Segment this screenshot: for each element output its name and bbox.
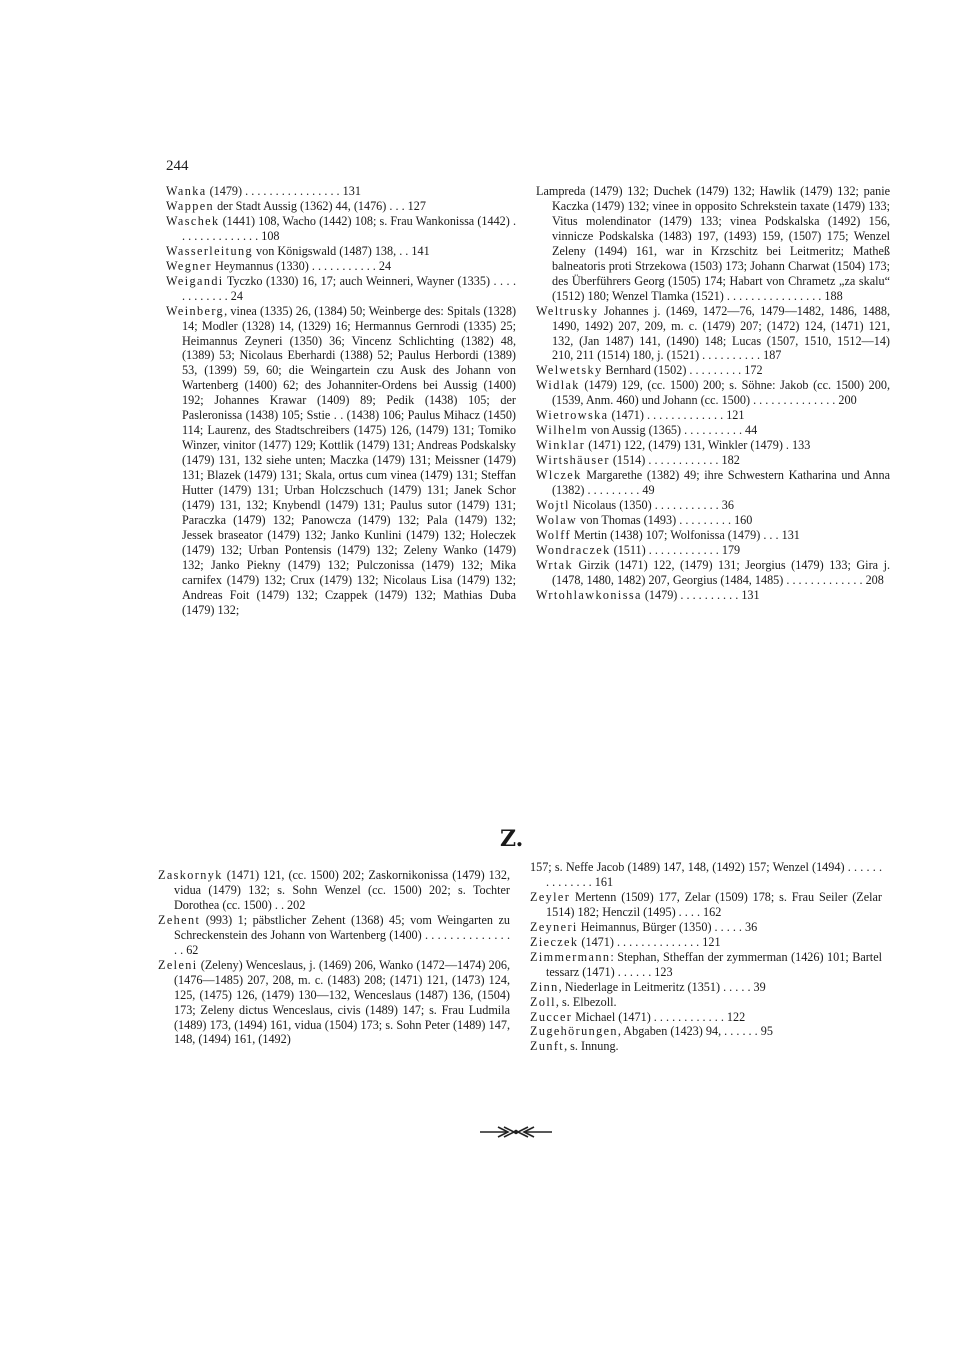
index-keyword: Wojtl: [536, 498, 570, 513]
index-entry: [530, 980, 882, 995]
index-entry-text: (1471) . . . . . . . . . . . . . 121: [608, 408, 745, 423]
index-keyword: Waschek: [166, 213, 220, 228]
index-entry-text: (1514) . . . . . . . . . . . . 182: [609, 453, 740, 468]
index-entry-text: (1479) . . . . . . . . . . . . . . . . 131: [206, 184, 361, 198]
index-entry: [530, 860, 882, 890]
index-entry: [536, 468, 890, 498]
index-keyword: Zugehörungen: [530, 1024, 618, 1039]
index-entry: [536, 453, 890, 468]
index-keyword: Welwetsky: [536, 363, 603, 378]
index-entry-text: von Thomas (1493) . . . . . . . . . 160: [577, 512, 753, 527]
index-keyword: Wilhelm: [536, 423, 588, 438]
index-entry: [530, 890, 882, 920]
index-entry-text: (1471) 122, (1479) 131, Winkler (1479) . 133: [585, 438, 811, 453]
index-entry-text: (1511) . . . . . . . . . . . . 179: [610, 542, 741, 557]
index-entry: [530, 1010, 882, 1025]
index-entry: [536, 378, 890, 408]
index-keyword: Wolff: [536, 527, 571, 542]
index-entry: [536, 423, 890, 438]
index-entry-text: (1471) . . . . . . . . . . . . . . 121: [578, 934, 721, 949]
index-keyword: Zoll: [530, 994, 556, 1009]
index-keyword: Zunft: [530, 1039, 565, 1054]
index-keyword: Weinberg: [166, 303, 225, 318]
index-entry: [166, 304, 516, 618]
index-keyword: Zeyler: [530, 889, 571, 904]
left-column-top: [166, 184, 516, 618]
index-entry-text: Lampreda (1479) 132; Duchek (1479) 132; Hawlik (1479) 132; panie Kaczka (1479) 132; vinee in opposito Schrekstein taxate (1479) 133; Vitus molendinator (1479) 133; vinea Podskalska (1492) 156, vinnicze Podskalska (1483) 197, (1493) 159, (1507) 175; Wenzel Zeleny (1494) 161, war in Krzschitz bei Leitmeritz; Matheß balneatoris proti Strzekowa (1503) 173; Johann Charwat (1504) 173; des Überführers Georg (1505) 174; Habart von Chrametz „za skalu“ (1512) 180; Wenzel Tlamka (1521) . . . . . . . . . . . . . . . . 188: [536, 184, 890, 303]
index-keyword: Wondraczek: [536, 542, 611, 557]
index-entry-text: der Stadt Aussig (1362) 44, (1476) . . . 127: [214, 198, 426, 213]
index-entry-text: (1479) . . . . . . . . . . 131: [641, 587, 760, 602]
index-keyword: Zimmermann: [530, 949, 611, 964]
index-entry: [166, 184, 516, 199]
section-letter-z: Z.: [500, 826, 524, 852]
right-column-bottom: [530, 860, 882, 1054]
index-entry-text: , vinea (1335) 26, (1384) 50; Weinberge des: Spitals (1328) 14; Modler (1328) 14, (1329) 16; Hermannus Gernrodi (1335) 25; Heimannus Zeyneri (1350) 36; Vincenz Schlichting (1382) 48, (1389) 53; Nicolaus Eberhardi (1388) 52; Paulus Herbordi (1389) 53, (1399) 59, 60; die Weingartein czu Ausk des Johann von Wartenberg (1400) 62; des Johanniter-Ordens bei Aussig (1400) 192; Johannes Krawar (1409) 89; Pedik (1438) 105; der Pasleronissa (1438) 105; Sstie . . (1438) 106; Paulus Mihacz (1450) 114; Laurenz, des Stadtschreibers (1475) 126, (1479) 131; Tomiko Winzer, vinitor (1477) 129; Kottlik (1479) 131; Andreas Podskalsky (1479) 131, 132 siehe unten; Maczka (1479) 131; Meissner (1479) 131; Blazek (1479) 131; Skala, ortus cum vinea (1479) 131; Steffan Hutter (1479) 131; Urban Holczschuch (1479) 131; Janek Schor (1479) 131, 132; Knybendl (1479) 131; Paulus sutor (1479) 131; Paraczka (1479) 132; Panowcza (1479) 132; Pala (1479) 132; Jessek braseator (1479) 132; Janko Kunlini (1479) 132; Holeczek (1479) 132; Urban Pontensis (1479) 132; Zeleny Wanko (1479) 132; Janko Piekny (1479) 132; Pulczonissa (1479) 132; Mika carnifex (1479) 132; Crux (1479) 132; Nicolaus Lisa (1479) 132; Andreas Foit (1479) 132; Czappek (1479) 132; Mathias Duba (1479) 132;: [182, 303, 516, 617]
index-entry-text: Mertin (1438) 107; Wolfonissa (1479) . . . 131: [570, 527, 800, 542]
index-entry: [536, 543, 890, 558]
index-entry-text: Mertenn (1509) 177, Zelar (1509) 178; s. Frau Seiler (Zelar 1514) 182; Henczil (1495) . . . . 162: [546, 889, 882, 919]
index-entry: [166, 274, 516, 304]
index-keyword: Weigandi: [166, 273, 224, 288]
index-entry-text: Michael (1471) . . . . . . . . . . . . 122: [572, 1009, 746, 1024]
index-entry-text: Nicolaus (1350) . . . . . . . . . . . 36: [569, 498, 734, 513]
index-entry-text: Heymannus (1330) . . . . . . . . . . . 24: [212, 258, 392, 273]
index-entry-text: (1471) 121, (cc. 1500) 202; Zaskornikonissa (1479) 132, vidua (1479) 132; s. Sohn Wenzel (cc. 1500) 202; s. Tochter Dorothea (cc. 1500) . . 202: [174, 868, 510, 912]
index-keyword: Zehent: [158, 912, 201, 927]
index-entry-text: , Niederlage in Leitmeritz (1351) . . . . . 39: [558, 979, 766, 994]
index-entry: [166, 259, 516, 274]
index-keyword: Widlak: [536, 378, 580, 393]
index-entry-text: (Zeleny) Wenceslaus, j. (1469) 206, Wanko (1472—1474) 206, (1476—1485) 207, 208, m. c. (1483) 208; (1471) 121, (1473) 124, 125, (1475) 126, (1479) 130—132, Wenceslaus (1487) 136, (1504) 173; Zeleny dictus Wenceslaus, civis (1489) 147; s. Frau Ludmila (1489) 173, (1494) 161, vidua (1504) 173; s. Sohn Peter (1489) 147, 148, (1494) 161, (1492): [174, 957, 510, 1047]
index-entry: [530, 1024, 882, 1039]
index-entry-text: Bernhard (1502) . . . . . . . . . 172: [602, 363, 763, 378]
index-entry: [536, 438, 890, 453]
index-entry: [158, 958, 510, 1048]
index-entry-text: Heimannus, Bürger (1350) . . . . . 36: [577, 919, 758, 934]
index-keyword: Zeleni: [158, 957, 198, 972]
index-entry-text: (1441) 108, Wacho (1442) 108; s. Frau Wankonissa (1442) . . . . . . . . . . . . . . 108: [182, 213, 516, 243]
page-number: 244: [166, 158, 189, 174]
index-entry: [530, 920, 882, 935]
index-entry-text: Tyczko (1330) 16, 17; auch Weinneri, Wayner (1335) . . . . . . . . . . . . 24: [182, 273, 516, 303]
index-keyword: Zeyneri: [530, 919, 578, 934]
index-entry: [530, 935, 882, 950]
index-entry: [530, 950, 882, 980]
index-keyword: Wirtshäuser: [536, 453, 610, 468]
index-entry-text: , s. Elbezoll.: [555, 994, 617, 1009]
index-entry-text: Johannes j. (1469, 1472—76, 1479—1482, 1486, 1488, 1490, 1492) 207, 209, m. c. (1479) 207; (1472) 124, (1471) 121, 132, (Jan 1487) 141, (1490) 148; Lucas (1507, 1510, 1512—14) 210, 211 (1514) 180, j. (1521) . . . . . . . . . . 187: [552, 303, 890, 363]
index-keyword: Zuccer: [530, 1009, 573, 1024]
index-entry: [536, 363, 890, 378]
index-keyword: Wrtohlawkonissa: [536, 587, 642, 602]
index-entry: [536, 408, 890, 423]
index-entry: [536, 304, 890, 364]
index-keyword: Wrtak: [536, 557, 573, 572]
index-entry: [536, 528, 890, 543]
index-entry-text: 157; s. Neffe Jacob (1489) 147, 148, (1492) 157; Wenzel (1494) . . . . . . . . . . . . . . 161: [530, 860, 882, 889]
index-keyword: Wanka: [166, 184, 207, 198]
index-entry: [536, 184, 890, 304]
index-entry-text: , Abgaben (1423) 94, . . . . . . 95: [617, 1024, 773, 1039]
index-entry-text: von Königswald (1487) 138, . . 141: [252, 243, 430, 258]
index-keyword: Winklar: [536, 438, 586, 453]
index-entry: [166, 199, 516, 214]
index-entry: [536, 513, 890, 528]
index-entry-text: , s. Innung.: [564, 1039, 619, 1054]
index-entry: [166, 244, 516, 259]
index-entry: [536, 558, 890, 588]
index-entry-text: Margarethe (1382) 49; ihre Schwestern Katharina und Anna (1382) . . . . . . . . . 49: [552, 468, 890, 498]
index-entry: [158, 913, 510, 958]
index-entry-text: Girzik (1471) 122, (1479) 131; Jeorgius (1479) 133; Gira j. (1478, 1480, 1482) 207, Georgius (1484, 1485) . . . . . . . . . . . . . 208: [552, 557, 890, 587]
index-entry: [536, 498, 890, 513]
index-entry-text: : Stephan, Stheffan der zymmerman (1426) 101; Bartel tessarz (1471) . . . . . . 123: [546, 949, 882, 979]
index-entry-text: (1479) 129, (cc. 1500) 200; s. Söhne: Jakob (cc. 1500) 200, (1539, Anm. 460) und Johann (cc. 1500) . . . . . . . . . . . . . . 200: [552, 378, 890, 408]
index-entry-text: von Aussig (1365) . . . . . . . . . . 44: [587, 423, 758, 438]
right-column-top: [536, 184, 890, 603]
index-keyword: Wegner: [166, 258, 212, 273]
index-entry-text: (993) 1; päbstlicher Zehent (1368) 45; vom Weingarten zu Schreckenstein des Johann von Wartenberg (1400) . . . . . . . . . . . . . . . . 62: [174, 912, 510, 957]
index-keyword: Zinn: [530, 979, 559, 994]
decorative-ornament-icon: [478, 1124, 554, 1140]
index-keyword: Wietrowska: [536, 408, 609, 423]
index-entry: [530, 1039, 882, 1054]
index-entry: [158, 868, 510, 913]
index-entry: [536, 588, 890, 603]
index-keyword: Weltrusky: [536, 303, 599, 318]
index-keyword: Zieczek: [530, 934, 579, 949]
index-keyword: Wolaw: [536, 512, 578, 527]
index-keyword: Wappen: [166, 198, 215, 213]
index-entry: [166, 214, 516, 244]
index-keyword: Zaskornyk: [158, 868, 223, 882]
index-entry: [530, 995, 882, 1010]
index-keyword: Wasserleitung: [166, 243, 253, 258]
index-keyword: Wlczek: [536, 468, 582, 483]
left-column-bottom: [158, 868, 510, 1047]
